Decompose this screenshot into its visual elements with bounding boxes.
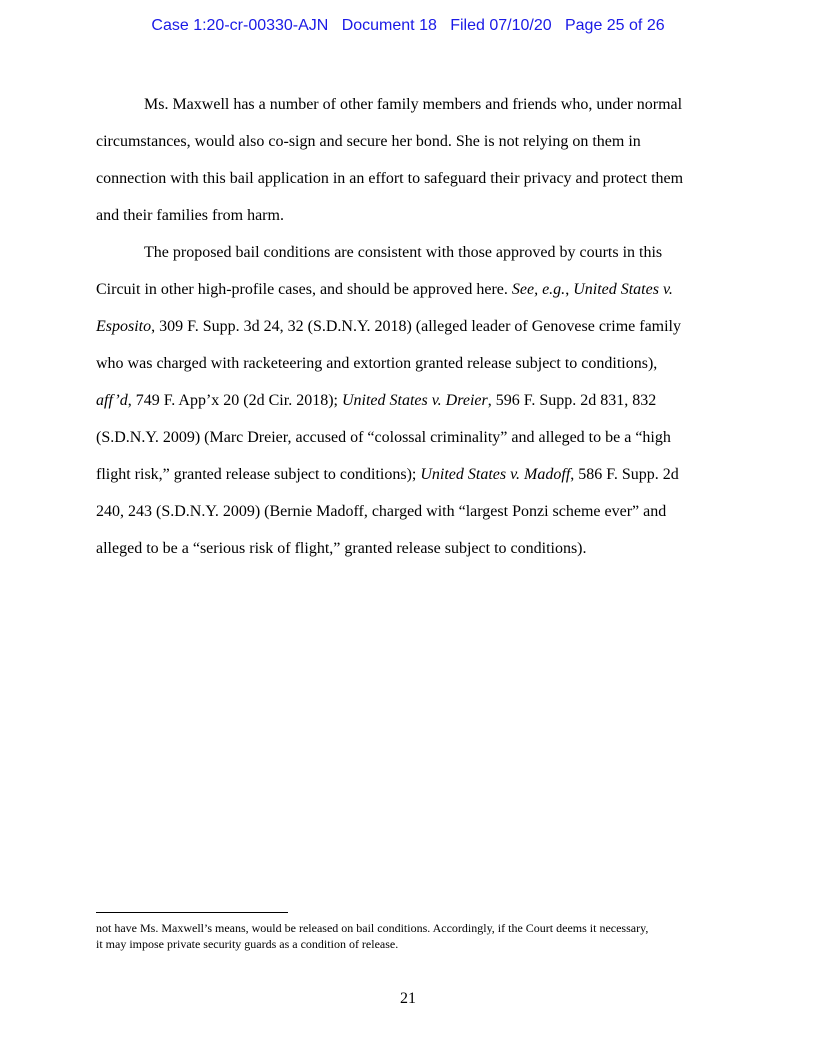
italic-citation: United States v. Madoff xyxy=(420,466,571,483)
italic-citation: aff’d xyxy=(96,392,128,409)
text-line xyxy=(96,493,720,530)
text-segment: alleged to be a “serious risk of flight,” granted release subject to conditions). xyxy=(96,540,587,557)
text-segment: (S.D.N.Y. 2009) (Marc Dreier, accused of “colossal criminality” and alleged to be a “high xyxy=(96,429,671,446)
text-segment: The proposed bail conditions are consistent with those approved by courts in this xyxy=(144,244,663,261)
text-line xyxy=(96,419,720,456)
text-line xyxy=(96,86,720,123)
case-number: Case 1:20-cr-00330-AJN xyxy=(151,17,329,34)
text-segment: flight risk,” granted release subject to conditions); xyxy=(96,466,421,483)
paragraph xyxy=(96,234,720,567)
body-text xyxy=(96,86,720,567)
filed-date: Filed 07/10/20 xyxy=(450,17,552,34)
text-segment: , xyxy=(565,281,574,298)
page-number: 21 xyxy=(400,990,416,1007)
text-segment: Ms. Maxwell has a number of other family members and friends who, under normal xyxy=(144,96,683,113)
text-line xyxy=(96,234,720,271)
text-line xyxy=(96,160,720,197)
italic-citation: United States v. xyxy=(573,281,673,298)
text-segment: who was charged with racketeering and extortion granted release subject to conditions), xyxy=(96,355,658,372)
paragraph xyxy=(96,86,720,234)
italic-citation: Esposito xyxy=(96,318,152,335)
footnote xyxy=(96,920,720,952)
text-line xyxy=(96,530,720,567)
text-segment: circumstances, would also co-sign and secure her bond. She is not relying on them in xyxy=(96,133,641,150)
page-of-pages: Page 25 of 26 xyxy=(564,17,665,34)
italic-citation: See, e.g. xyxy=(511,281,566,298)
text-segment: , 596 F. Supp. 2d 831, 832 xyxy=(487,392,657,409)
text-line xyxy=(96,123,720,160)
text-segment: , 749 F. App’x 20 (2d Cir. 2018); xyxy=(127,392,342,409)
footnote-divider xyxy=(96,912,288,913)
text-line xyxy=(96,308,720,345)
document-number: Document 18 xyxy=(341,17,437,34)
italic-citation: United States v. Dreier xyxy=(341,392,488,409)
text-line xyxy=(96,456,720,493)
text-segment: , 586 F. Supp. 2d xyxy=(570,466,679,483)
text-segment: and their families from harm. xyxy=(96,207,284,224)
text-segment: 240, 243 (S.D.N.Y. 2009) (Bernie Madoff, charged with “largest Ponzi scheme ever” and xyxy=(96,503,667,520)
text-line xyxy=(96,382,720,419)
text-segment: connection with this bail application in an effort to safeguard their privacy and protect them xyxy=(96,170,684,187)
text-line xyxy=(96,271,720,308)
footnote-line: it may impose private security guards as a condition of release. xyxy=(96,937,399,951)
text-line xyxy=(96,345,720,382)
ecf-header xyxy=(0,17,816,35)
text-segment: Circuit in other high-profile cases, and should be approved here. xyxy=(96,281,512,298)
text-segment: , 309 F. Supp. 3d 24, 32 (S.D.N.Y. 2018) (alleged leader of Genovese crime family xyxy=(151,318,681,335)
text-line xyxy=(96,197,720,234)
footnote-line: not have Ms. Maxwell’s means, would be released on bail conditions. Accordingly, if the Court deems it necessary, xyxy=(96,921,649,935)
